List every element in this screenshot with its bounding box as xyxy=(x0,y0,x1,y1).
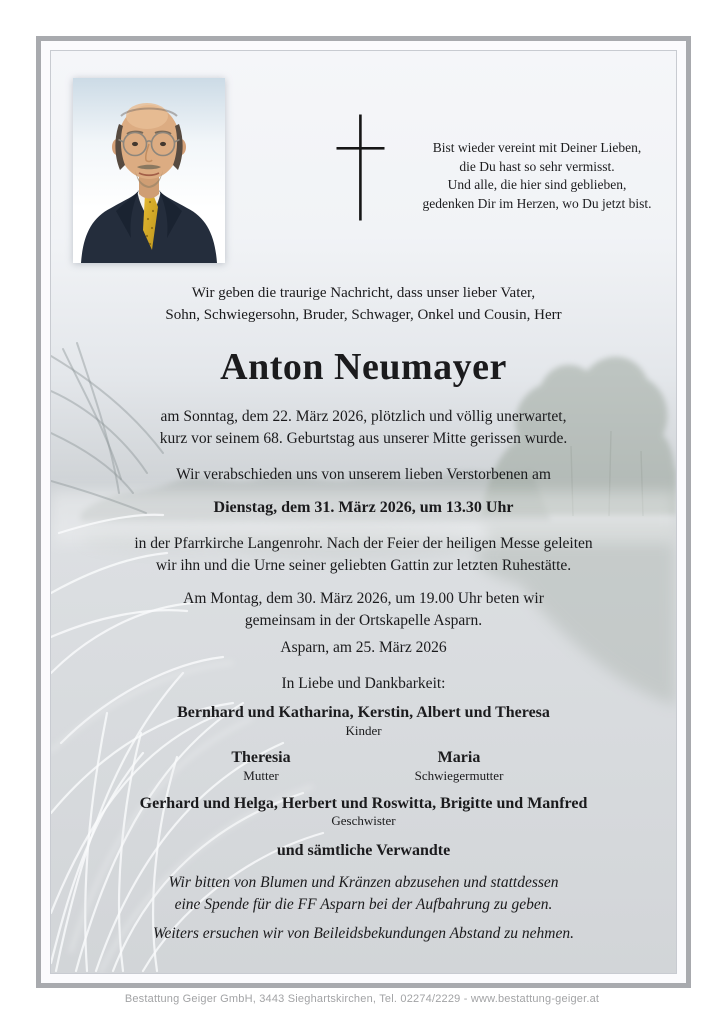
intro-line: Sohn, Schwiegersohn, Bruder, Schwager, Onkel und Cousin, Herr xyxy=(165,307,562,323)
mother-in-law-name: Maria xyxy=(437,749,481,766)
closing-line: In Liebe und Dankbarkeit: xyxy=(281,675,446,692)
prayer-line: gemeinsam in der Ortskapelle Asparn. xyxy=(244,611,483,629)
condolence-request: Weiters ersuchen wir von Beileidsbekundungen Abstand zu nehmen. xyxy=(152,925,574,942)
prayer-line: Am Montag, dem 30. März 2026, um 19.00 Uhr beten wir xyxy=(183,590,544,607)
donation-line: eine Spende für die FF Asparn bei der Aufbahrung zu geben. xyxy=(174,895,553,913)
children-label: Kinder xyxy=(345,723,382,738)
mother-in-law-label: Schwiegermutter xyxy=(414,768,504,783)
relatives-line: und sämtliche Verwandte xyxy=(276,842,451,859)
death-circumstances xyxy=(51,406,676,450)
verse-line: die Du hast so sehr vermisst. xyxy=(459,158,615,174)
funeral-datetime: Dienstag, dem 31. März 2026, um 13.30 Uhr xyxy=(213,499,514,516)
memorial-verse xyxy=(381,139,677,213)
funeral-home-footer: Bestattung Geiger GmbH, 3443 Sieghartskirchen, Tel. 02274/2229 - www.bestattung-geiger.at xyxy=(124,993,600,1005)
siblings-names: Gerhard und Helga, Herbert und Roswitta, Brigitte und Manfred xyxy=(139,795,588,812)
funeral-line: wir ihn und die Urne seiner geliebten Gattin zur letzten Ruhestätte. xyxy=(155,556,572,574)
donation-line: Wir bitten von Blumen und Kränzen abzusehen und stattdessen xyxy=(168,874,559,891)
deceased-name: Anton Neumayer xyxy=(220,346,507,388)
death-line: am Sonntag, dem 22. März 2026, plötzlich und völlig unerwartet, xyxy=(160,408,567,425)
funeral-details xyxy=(51,533,676,576)
prayer-details xyxy=(51,588,676,631)
place-dateline: Asparn, am 25. März 2026 xyxy=(280,639,447,656)
children-names: Bernhard und Katharina, Kerstin, Albert und Theresa xyxy=(177,704,550,721)
obituary-card xyxy=(36,36,691,988)
siblings-label: Geschwister xyxy=(331,813,396,828)
announcement-intro xyxy=(51,282,676,326)
mother-name: Theresia xyxy=(231,749,291,766)
donation-request xyxy=(51,872,676,915)
funeral-line: in der Pfarrkirche Langenrohr. Nach der Feier der heiligen Messe geleiten xyxy=(134,535,593,552)
verse-line: gedenken Dir im Herzen, wo Du jetzt bist. xyxy=(422,195,652,211)
memorial-cross-icon xyxy=(335,113,387,223)
intro-line: Wir geben die traurige Nachricht, dass unser lieber Vater, xyxy=(191,285,536,301)
death-line: kurz vor seinem 68. Geburtstag aus unserer Mitte gerissen wurde. xyxy=(159,430,568,447)
mother-label: Mutter xyxy=(243,768,279,783)
deceased-portrait-photo xyxy=(73,78,225,263)
obituary-card-inner xyxy=(50,50,677,974)
farewell-line: Wir verabschieden uns von unserem lieben Verstorbenen am xyxy=(176,466,551,483)
verse-line: Und alle, die hier sind geblieben, xyxy=(447,177,627,192)
verse-line: Bist wieder vereint mit Deiner Lieben, xyxy=(432,140,642,155)
